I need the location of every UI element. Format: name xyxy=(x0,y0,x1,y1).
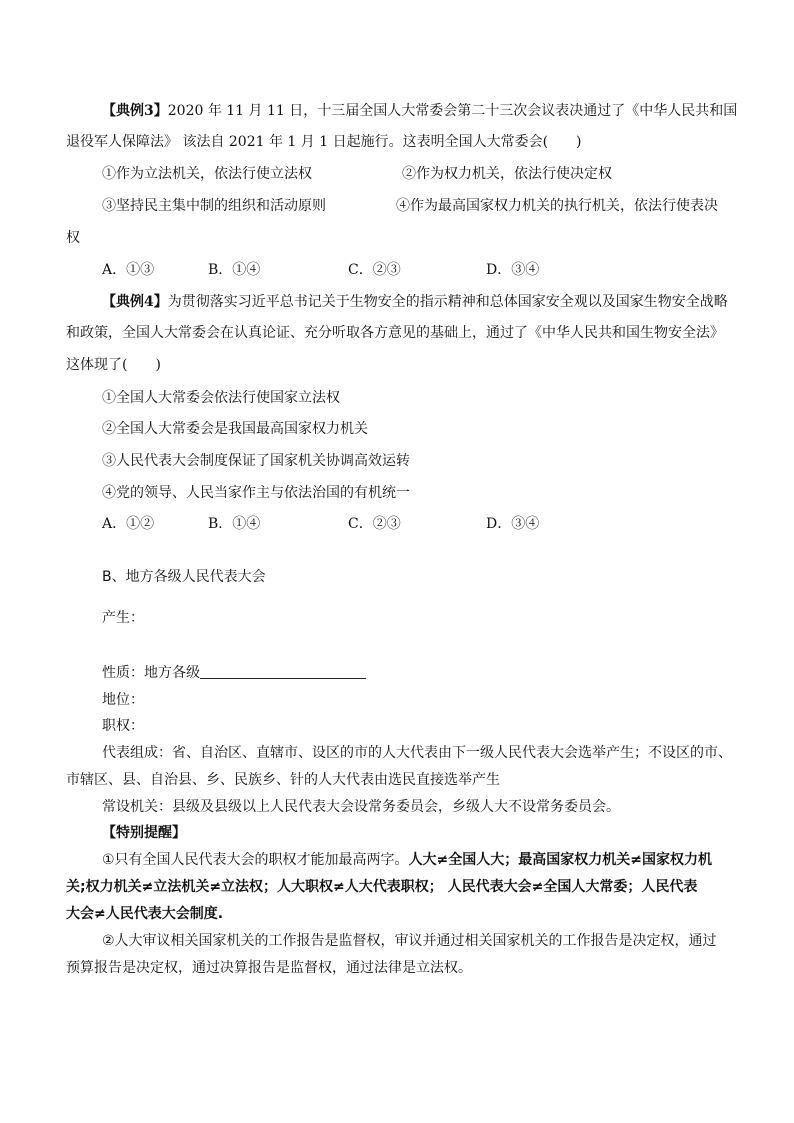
example-4-item-1: ①全国人大常委会依法行使国家立法权 xyxy=(102,390,340,406)
example-3-text: 2020 年 11 月 11 日，十三届全国人大常委会第二十三次会议表决通过了《中华人民共和国 xyxy=(167,103,738,119)
example-3-option-a: A．①③ xyxy=(102,262,155,278)
example-4-tag: 【典例4】 xyxy=(102,294,168,310)
example-4-question-line-1 xyxy=(102,292,728,312)
example-4-option-a: A．①② xyxy=(102,516,155,532)
example-3-item-1: ①作为立法机关，依法行使立法权 xyxy=(102,166,312,182)
reminder-p1-normal: ①只有全国人民代表大会的职权才能加最高两字。 xyxy=(102,852,409,868)
example-3-tag: 【典例3】 xyxy=(102,103,168,119)
reminder-p1-bold: 人大≠全国人大；最高国家权力机关≠国家权力机 xyxy=(408,852,713,868)
example-3-item-2: ②作为权力机关，依法行使决定权 xyxy=(402,166,612,182)
reminder-p1-line-1 xyxy=(102,850,712,870)
section-b-position: 地位： xyxy=(102,692,144,708)
section-b-standing-body: 常设机关：县级及县级以上人民代表大会设常务委员会，乡级人大不设常务委员会。 xyxy=(102,799,620,815)
section-b-produce: 产生： xyxy=(102,610,144,626)
example-3-item-4-continued: 权 xyxy=(66,230,80,246)
reminder-p1-line-3: 大会≠人民代表大会制度. xyxy=(66,906,224,922)
example-3-option-b: B．①④ xyxy=(208,262,261,278)
example-4-item-3: ③人民代表大会制度保证了国家机关协调高效运转 xyxy=(102,453,410,469)
reminder-p2-line-2: 预算报告是决定权，通过决算报告是监督权，通过法律是立法权。 xyxy=(66,960,472,976)
nature-label: 性质：地方各级 xyxy=(102,665,200,681)
example-4-item-2: ②全国人大常委会是我国最高国家权力机关 xyxy=(102,421,368,437)
section-b-composition-line-2: 市辖区、县、自治县、乡、民族乡、针的人大代表由选民直接选举产生 xyxy=(66,772,500,788)
section-b-composition-line-1: 代表组成：省、自治区、直辖市、设区的市的人大代表由下一级人民代表大会选举产生；不设区的市、 xyxy=(102,745,732,761)
example-3-question-line-1 xyxy=(102,101,737,121)
section-b-nature xyxy=(102,663,366,683)
example-4-option-c: C．②③ xyxy=(348,516,401,532)
example-4-question-line-2: 和政策，全国人大常委会在认真论证、充分听取各方意见的基础上，通过了《中华人民共和国生物安全法》 xyxy=(66,325,724,341)
example-3-option-d: D．③④ xyxy=(486,262,540,278)
example-4-text: 为贯彻落实习近平总书记关于生物安全的指示精神和总体国家安全观以及国家生物安全战略 xyxy=(167,294,728,310)
example-3-question-line-2: 退役军人保障法》 该法自 2021 年 1 月 1 日起施行。这表明全国人大常委会( ) xyxy=(66,134,582,150)
section-b-heading: B、地方各级人民代表大会 xyxy=(102,569,266,585)
example-4-option-d: D．③④ xyxy=(486,516,540,532)
example-3-item-4: ④作为最高国家权力机关的执行机关，依法行使表决 xyxy=(396,198,718,214)
example-4-option-b: B．①④ xyxy=(208,516,261,532)
example-4-item-4: ④党的领导、人民当家作主与依法治国的有机统一 xyxy=(102,485,410,501)
fill-in-blank xyxy=(200,664,366,679)
reminder-p1-line-2: 关;权力机关≠立法机关≠立法权；人大职权≠人大代表职权； 人民代表大会≠全国人大常委；人民代表 xyxy=(66,879,698,895)
reminder-p2-line-1: ②人大审议相关国家机关的工作报告是监督权，审议并通过相关国家机关的工作报告是决定权，通过 xyxy=(102,933,717,949)
example-3-option-c: C．②③ xyxy=(348,262,401,278)
example-4-question-line-3: 这体现了( ) xyxy=(66,357,161,373)
example-3-item-3: ③坚持民主集中制的组织和活动原则 xyxy=(102,198,326,214)
section-b-powers: 职权： xyxy=(102,718,144,734)
reminder-title: 【特别提醒】 xyxy=(102,825,186,841)
